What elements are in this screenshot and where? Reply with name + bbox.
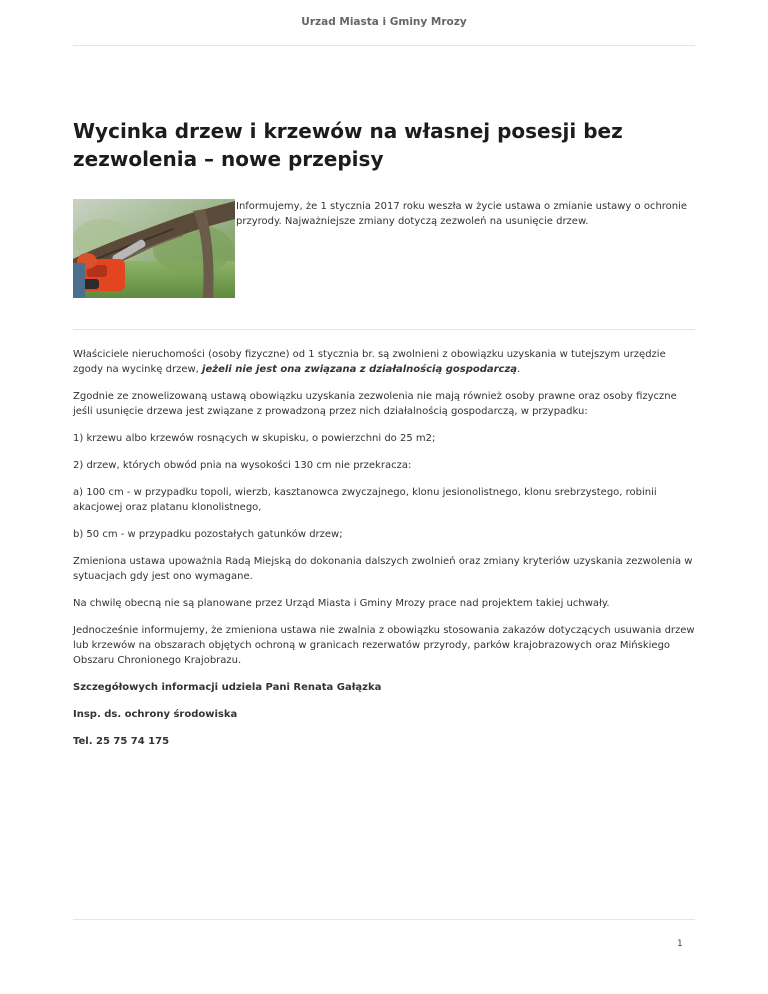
footer-divider [73, 919, 695, 920]
paragraph-no-plans: Na chwilę obecną nie są planowane przez Urząd Miasta i Gminy Mrozy prace nad projektem takiej uchwały. [73, 598, 610, 609]
chainsaw-tree-photo [73, 199, 235, 298]
paragraph-owners [73, 347, 698, 377]
paragraph-owners-text: Właściciele nieruchomości (osoby fizyczne) od 1 stycznia br. są zwolnieni z obowiązku uzyskania w tutejszym urzędzie zgody na wycinkę drzew, [73, 349, 666, 375]
article-title: Wycinka drzew i krzewów na własnej posesji bez zezwolenia – nowe przepisy [73, 119, 623, 171]
list-item-trees: 2) drzew, których obwód pnia na wysokości 130 cm nie przekracza: [73, 460, 412, 471]
paragraph-council: Zmieniona ustawa upoważnia Radą Miejską do dokonania dalszych zwolnień oraz zmiany kryteriów uzyskania zezwolenia w sytuacjach gdy jest ono wymagane. [73, 556, 693, 582]
list-item-100cm: a) 100 cm - w przypadku topoli, wierzb, kasztanowca zwyczajnego, klonu jesionolistnego, klonu srebrzystego, robinii akacjowej oraz platanu klonolistnego, [73, 487, 657, 513]
article-body [73, 347, 698, 761]
paragraph-owners-end: . [517, 364, 521, 375]
contact-phone: Tel. 25 75 74 175 [73, 736, 170, 747]
article-intro: Informujemy, że 1 stycznia 2017 roku weszła w życie ustawa o zmianie ustawy o ochronie przyrody. Najważniejsze zmiany dotyczą zezwoleń na usunięcie drzew. [236, 201, 688, 227]
list-item-shrubs: 1) krzewu albo krzewów rosnących w skupisku, o powierzchni do 25 m2; [73, 433, 436, 444]
site-title: Urzad Miasta i Gminy Mrozy [301, 16, 467, 28]
page-number: 1 [677, 939, 683, 949]
contact-role: Insp. ds. ochrony środowiska [73, 709, 238, 720]
paragraph-protected-areas: Jednocześnie informujemy, że zmieniona ustawa nie zwalnia z obowiązku stosowania zakazów dotyczących usuwania drzew lub krzewów na obszarach objętych ochroną w granicach rezerwatów przyrody, parków krajobrazowych oraz Mińskiego Obszaru Chronionego Krajobrazu. [73, 625, 695, 666]
paragraph-legal-persons: Zgodnie ze znowelizowaną ustawą obowiązku uzyskania zezwolenia nie mają również osoby prawne oraz osoby fizyczne jeśli usunięcie drzewa jest związane z prowadzoną przez nich działalnością gospodarczą, w przypadku: [73, 391, 677, 417]
paragraph-owners-emphasis: jeżeli nie jest ona związana z działalnością gospodarczą [202, 364, 518, 375]
contact-name: Szczegółowych informacji udziela Pani Renata Gałązka [73, 682, 382, 693]
section-divider [73, 329, 695, 330]
list-item-50cm: b) 50 cm - w przypadku pozostałych gatunków drzew; [73, 529, 343, 540]
header-divider [73, 45, 695, 46]
